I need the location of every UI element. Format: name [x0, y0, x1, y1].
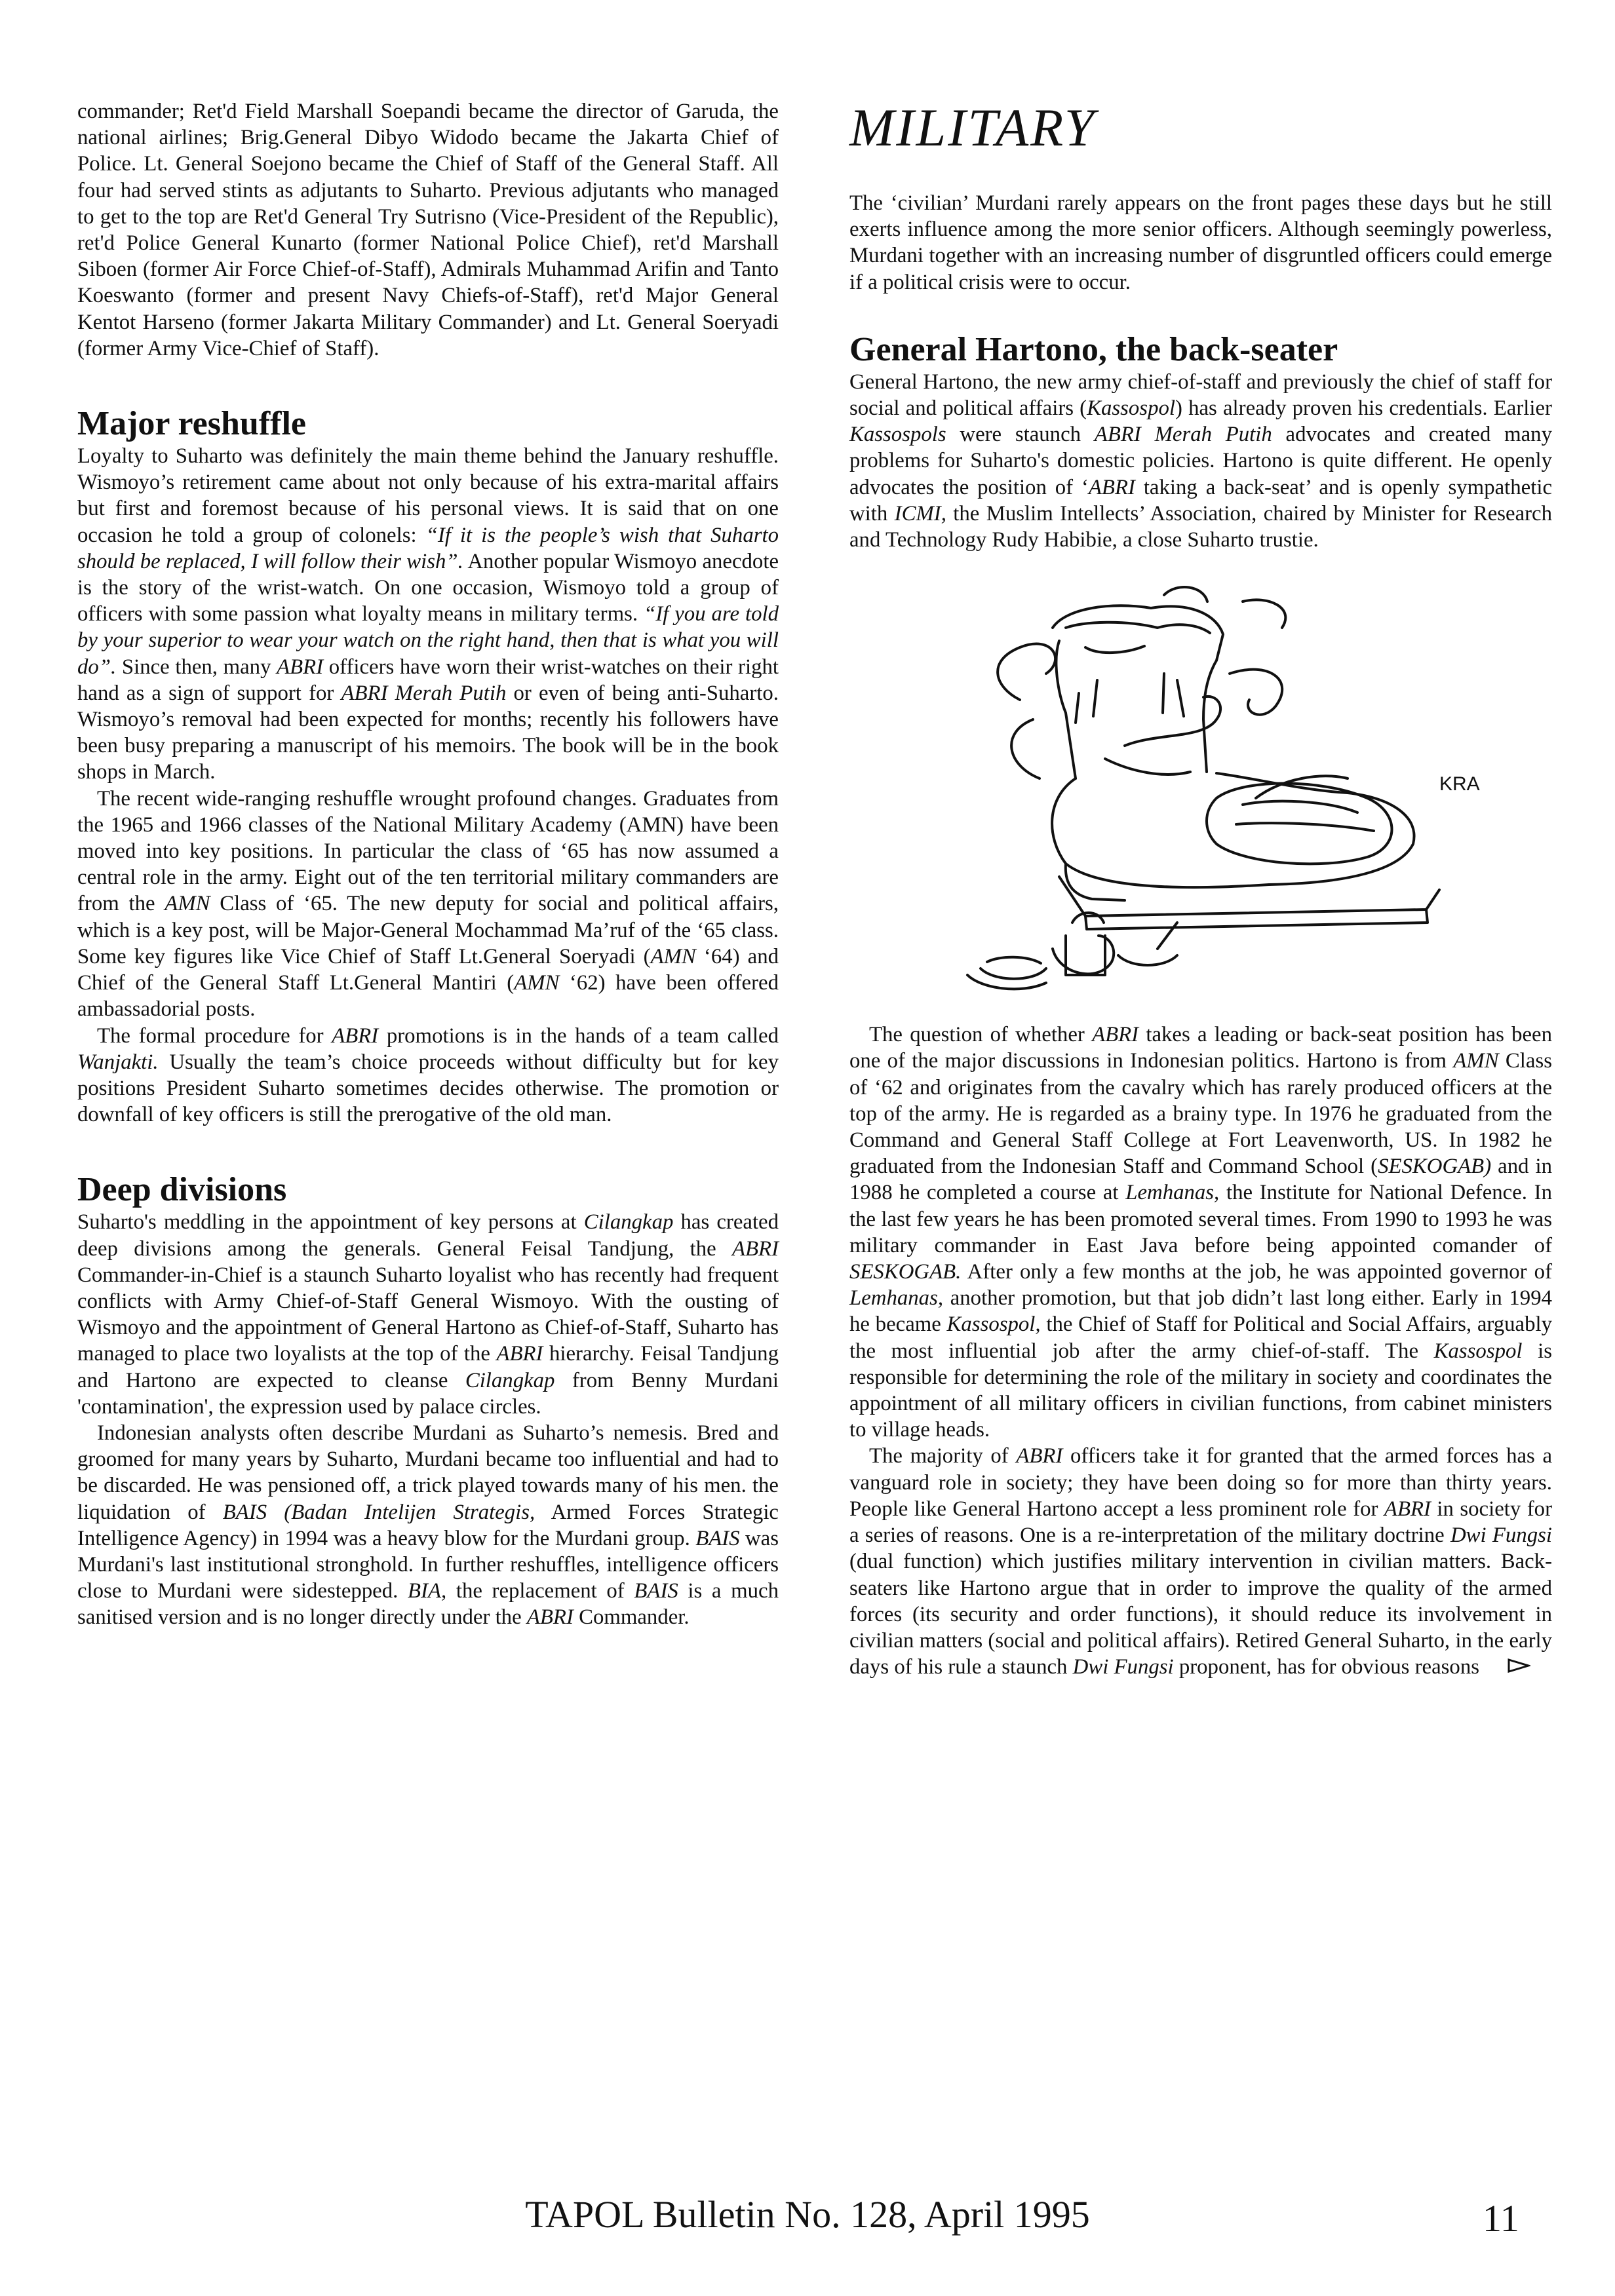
page-number: 11: [1483, 2197, 1519, 2240]
heading-hartono: General Hartono, the back-seater: [849, 330, 1338, 368]
heading-deep-divisions: Deep divisions: [77, 1171, 287, 1209]
reshuffle-paragraph-1: Loyalty to Suharto was definitely the main theme behind the January reshuffle. Wismoyo’s retirement came about not only because of his extra-marital affairs but first and foremost because of his personal views. It is said that on one occasion he told a group of colonels: “If it is the people’s wish that Suharto should be replaced, I will follow their wish”. Another popular Wismoyo anecdote is the story of the wrist-watch. On one occasion, Wismoyo told a group of officers with some passion what loyalty means in military terms. “If you are told by your superior to wear your watch on the right hand, then that is what you will do”. Since then, many ABRI officers have worn their wrist-watches on their right hand as a sign of support for ABRI Merah Putih or even of being anti-Suharto. Wismoyo’s removal had been expected for months; recently his followers have been busy preparing a manuscript of his memoirs. The book will be in the book shops in March.: [77, 444, 779, 784]
triangle-right-arrow-icon: [1487, 1654, 1530, 1680]
hartono-paragraph-2: The question of whether ABRI takes a leading or back-seat position has been one of the major discussions in Indonesian politics. Hartono is from AMN Class of ‘62 and originates from the cavalry which has rarely produced officers at the top of the army. He is regarded as a brainy type. In 1976 he graduated from the Command and General Staff College at Fort Leavenworth, US. In 1982 he graduated from the Indonesian Staff and Command School (SESKOGAB) and in 1988 he completed a course at Lemhanas, the Institute for National Defence. In the last few years he has been promoted several times. From 1990 to 1993 he was military commander in East Java before being appointed comander of SESKOGAB. After only a few months at the job, he was appointed governor of Lemhanas, another promotion, but that job didn’t last long either. Early in 1994 he became Kassospol, the Chief of Staff for Political and Social Affairs, arguably the most influential job after the army chief-of-staff. The Kassospol is responsible for determining the role of the military in society and coordinates the appointment of all military officers in civilian functions, from cabinet ministers to village heads.: [849, 1023, 1552, 1442]
right-column: [849, 98, 1552, 1680]
cartoon-signature: KRA: [1439, 773, 1480, 795]
publication-line: TAPOL Bulletin No. 128, April 1995: [525, 2193, 1090, 2236]
section-title: MILITARY: [849, 98, 1097, 157]
divisions-paragraph-1: Suharto's meddling in the appointment of key persons at Cilangkap has created deep divisions among the generals. General Feisal Tandjung, the ABRI Commander-in-Chief is a staunch Suharto loyalist who has recently had frequent conflicts with Army Chief-of-Staff General Wismoyo. With the ousting of Wismoyo and the appointment of General Hartono as Chief-of-Staff, Suharto has managed to place two loyalists at the top of the ABRI hierarchy. Feisal Tandjung and Hartono are expected to cleanse Cilangkap from Benny Murdani 'contamination', the expression used by palace circles.: [77, 1210, 779, 1419]
left-column: [77, 98, 779, 1631]
reshuffle-paragraph-3: The formal procedure for ABRI promotions is in the hands of a team called Wanjakti. Usually the team’s choice proceeds without difficulty but for key positions President Suharto sometimes decides otherwise. The promotion or downfall of key officers is still the prerogative of the old man.: [77, 1024, 779, 1127]
military-intro-paragraph: The ‘civilian’ Murdani rarely appears on the front pages these days but he still exerts influence among the more senior officers. Although seemingly powerless, Murdani together with an increasing number of disgruntled officers could emerge if a political crisis were to occur.: [849, 191, 1552, 294]
hartono-paragraph-1: General Hartono, the new army chief-of-staff and previously the chief of staff for social and political affairs (Kassospol) has already proven his credentials. Earlier Kassospols were staunch ABRI Merah Putih advocates and created many problems for Suharto's domestic policies. Hartono is quite different. He openly advocates the position of ‘ABRI taking a back-seat’ and is openly sympathetic with ICMI, the Muslim Intellects’ Association, chaired by Minister for Research and Technology Rudy Habibie, a close Suharto trustie.: [849, 370, 1553, 552]
divisions-paragraph-2: Indonesian analysts often describe Murdani as Suharto’s nemesis. Bred and groomed for many years by Suharto, Murdani became too influential and had to be discarded. He was pensioned off, a trick played towards many of his men. the liquidation of BAIS (Badan Intelijen Strategis, Armed Forces Strategic Intelligence Agency) in 1994 was a heavy blow for the Murdani group. BAIS was Murdani's last institutional stronghold. In further reshuffles, intelligence officers close to Murdani were sidestepped. BIA, the replacement of BAIS is a much sanitised version and is no longer directly under the ABRI Commander.: [77, 1421, 779, 1630]
reshuffle-paragraph-2: The recent wide-ranging reshuffle wrought profound changes. Graduates from the 1965 and 1966 classes of the National Military Academy (AMN) have been moved into key positions. In particular the class of ‘65 has now assumed a central role in the army. Eight out of the ten territorial military commanders are from the AMN Class of ‘65. The new deputy for social and political affairs, which is a key post, will be Major-General Mochammad Ma’ruf of the ‘65 class. Some key figures like Vice Chief of Staff Lt.General Soeryadi (AMN ‘64) and Chief of the General Staff Lt.General Mantiri (AMN ‘62) have been offered ambassadorial posts.: [77, 786, 779, 1022]
page-footer: [0, 2192, 1615, 2251]
heading-major-reshuffle: Major reshuffle: [77, 405, 306, 443]
boot-cartoon-illustration: [849, 582, 1552, 1001]
intro-paragraph: commander; Ret'd Field Marshall Soepandi became the director of Garuda, the national airlines; Brig.General Dibyo Widodo became the Jakarta Chief of Police. Lt. General Soejono became the Chief of Staff of the General Staff. All four had served stints as adjutants to Suharto. Previous adjutants who managed to get to the top are Ret'd General Try Sutrisno (Vice-President of the Republic), ret'd Police General Kunarto (former National Police Chief), ret'd Marshall Siboen (former Air Force Chief-of-Staff), Admirals Muhammad Arifin and Tanto Koeswanto (former and present Navy Chiefs-of-Staff), ret'd Major General Kentot Harseno (former Jakarta Military Commander) and Lt. General Soeryadi (former Army Vice-Chief of Staff).: [77, 100, 779, 360]
hartono-paragraph-3: The majority of ABRI officers take it for granted that the armed forces has a vanguard role in society; they have been doing so for more than thirty years. People like General Hartono accept a less prominent role for ABRI in society for a series of reasons. One is a re-interpretation of the military doctrine Dwi Fungsi (dual function) which justifies military intervention in civilian matters. Back-seaters like Hartono argue that in order to improve the quality of the armed forces (its security and order functions), it should reduce its involvement in civilian matters (social and political affairs). Retired General Suharto, in the early days of his rule a staunch Dwi Fungsi proponent, has for obvious reasons: [849, 1443, 1552, 1680]
